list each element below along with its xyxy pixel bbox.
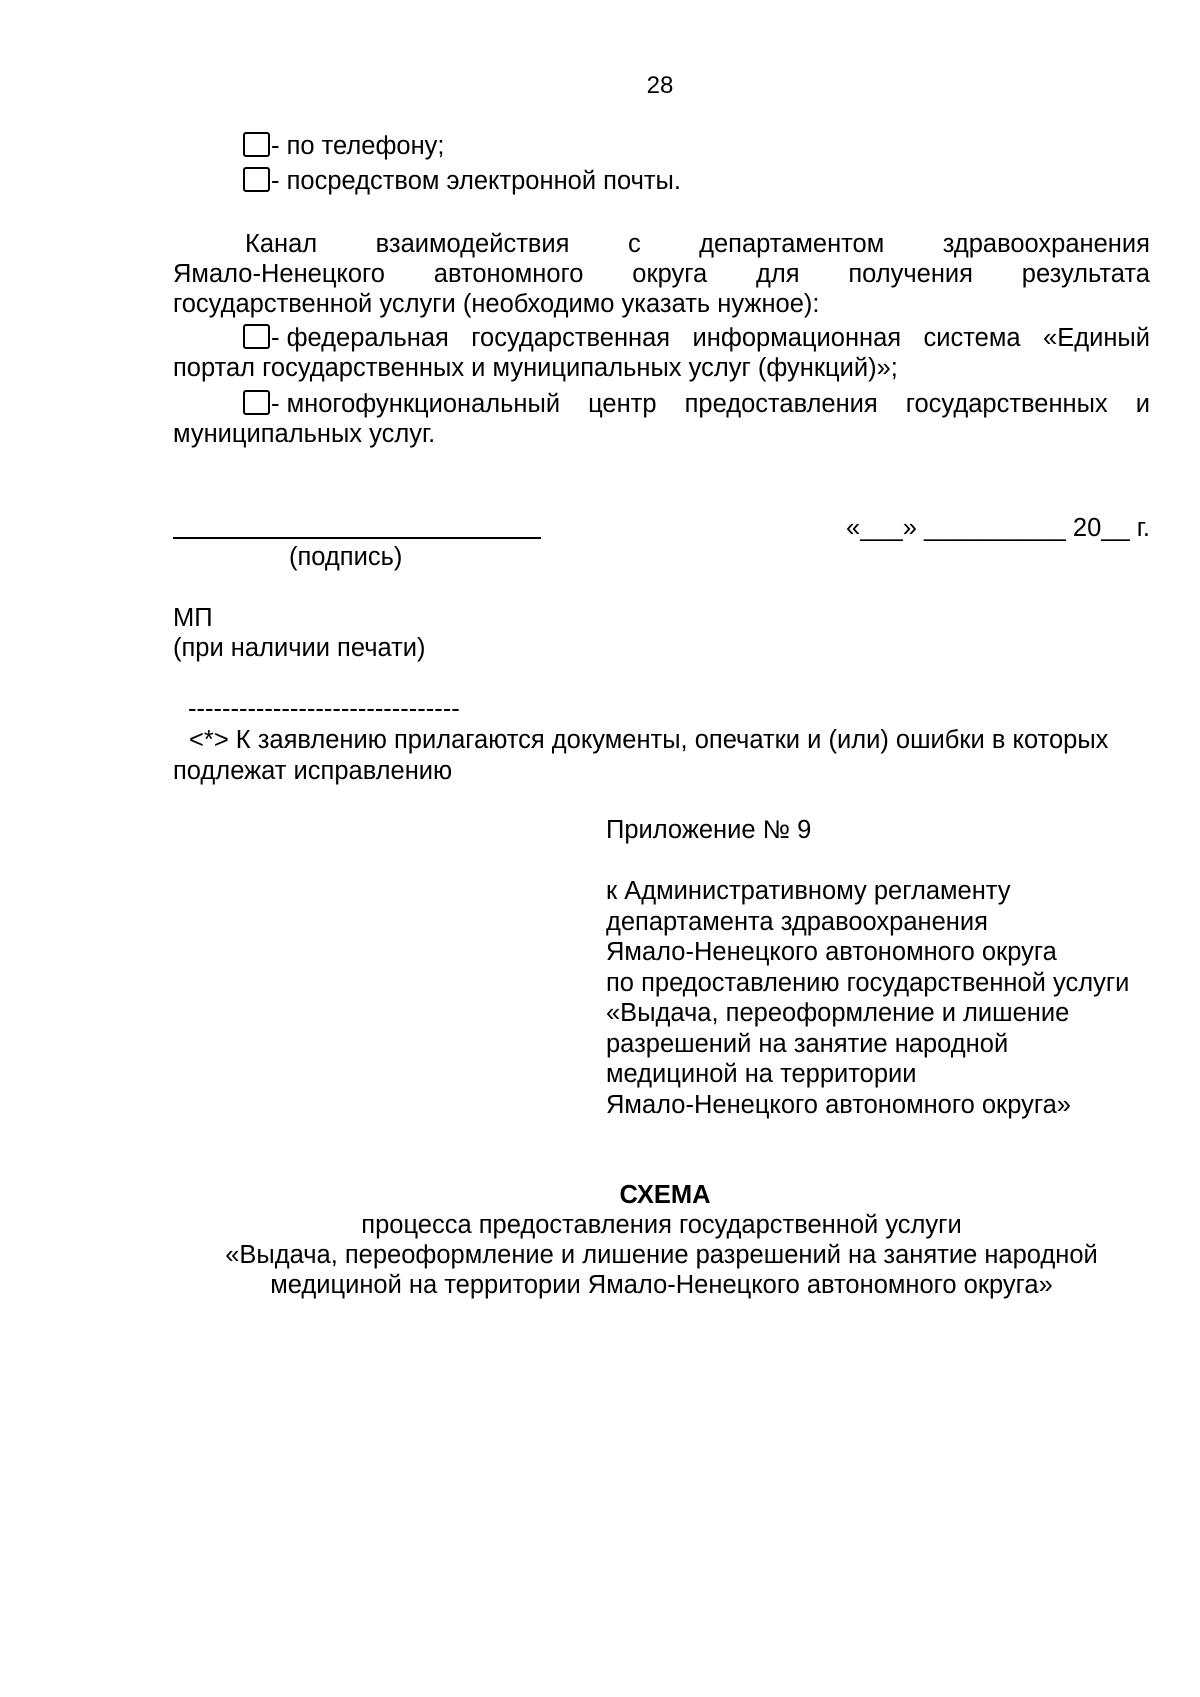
contact-option-label: - посредством электронной почты.: [271, 167, 681, 195]
contact-option-email: [243, 166, 681, 196]
appendix-line: Ямало-Ненецкого автономного округа»: [606, 1090, 1071, 1119]
email-checkbox[interactable]: [243, 167, 270, 192]
word: автономного: [433, 260, 584, 288]
appendix-line: к Административному регламенту: [606, 877, 1011, 905]
word: информационная: [692, 324, 902, 352]
appendix-line: Ямало-Ненецкого автономного округа: [606, 938, 1057, 966]
footnote-text-line-1: <*> К заявлению прилагаются документы, опечатки и (или) ошибки в которых: [189, 726, 1109, 754]
word: результата: [1021, 260, 1150, 288]
stamp-note: (при наличии печати): [173, 634, 426, 662]
signature-caption: (подпись): [289, 543, 403, 571]
scheme-subtitle-line: «Выдача, переоформление и лишение разрешений на занятие народной: [225, 1241, 1098, 1269]
word: Канал: [245, 230, 318, 258]
word: департаментом: [699, 230, 885, 258]
option-start: [243, 323, 449, 353]
footnote-separator: --------------------------------: [188, 695, 460, 723]
contact-option-label: - по телефону;: [271, 132, 445, 160]
appendix-line: медициной на территории: [606, 1060, 917, 1088]
word: система: [923, 324, 1021, 352]
word: получения: [848, 260, 973, 288]
appendix-line: «Выдача, переоформление и лишение: [606, 999, 1070, 1027]
word: для: [755, 260, 800, 288]
word: «Единый: [1043, 324, 1150, 352]
word: предоставления: [684, 390, 878, 418]
option-start: [243, 389, 560, 419]
word: - многофункциональный: [271, 390, 561, 418]
scheme-title: СХЕМА: [619, 1181, 711, 1209]
word: и: [1135, 390, 1150, 418]
channel-option-portal: [243, 323, 1150, 353]
portal-checkbox[interactable]: [243, 324, 270, 349]
word: с: [627, 230, 641, 258]
signature-line: [173, 537, 541, 539]
page-number: 28: [646, 72, 674, 99]
contact-option-phone: [243, 131, 445, 161]
word: государственная: [471, 324, 671, 352]
appendix-line: департамента здравоохранения: [606, 907, 988, 936]
word: - федеральная: [271, 324, 449, 352]
channel-option-mfc: [243, 389, 1150, 419]
channel-line-1: [245, 229, 1150, 259]
channel-option-portal-cont: портал государственных и муниципальных услуг (функций)»;: [173, 354, 898, 382]
appendix-line: разрешений на занятие народной: [606, 1029, 1009, 1058]
word: центр: [588, 390, 657, 418]
channel-line-2: [173, 259, 1150, 289]
word: государственных: [905, 390, 1108, 418]
date-field: «___» __________ 20__ г.: [846, 514, 1150, 542]
word: взаимодействия: [375, 230, 570, 258]
phone-checkbox[interactable]: [243, 132, 270, 157]
mfc-checkbox[interactable]: [243, 390, 270, 415]
appendix-title: Приложение № 9: [606, 816, 812, 844]
appendix-line: по предоставлению государственной услуги: [606, 968, 1130, 997]
word: округа: [632, 260, 708, 288]
channel-option-mfc-cont: муниципальных услуг.: [173, 420, 436, 448]
word: Ямало-Ненецкого: [173, 260, 385, 288]
channel-line-3: государственной услуги (необходимо указать нужное):: [173, 290, 820, 318]
stamp-label: МП: [173, 604, 213, 632]
scheme-subtitle-line: процесса предоставления государственной услуги: [361, 1211, 962, 1239]
footnote-text-line-2: подлежат исправлению: [173, 757, 453, 785]
word: здравоохранения: [942, 230, 1150, 258]
scheme-subtitle-line: медициной на территории Ямало-Ненецкого автономного округа»: [270, 1271, 1053, 1299]
